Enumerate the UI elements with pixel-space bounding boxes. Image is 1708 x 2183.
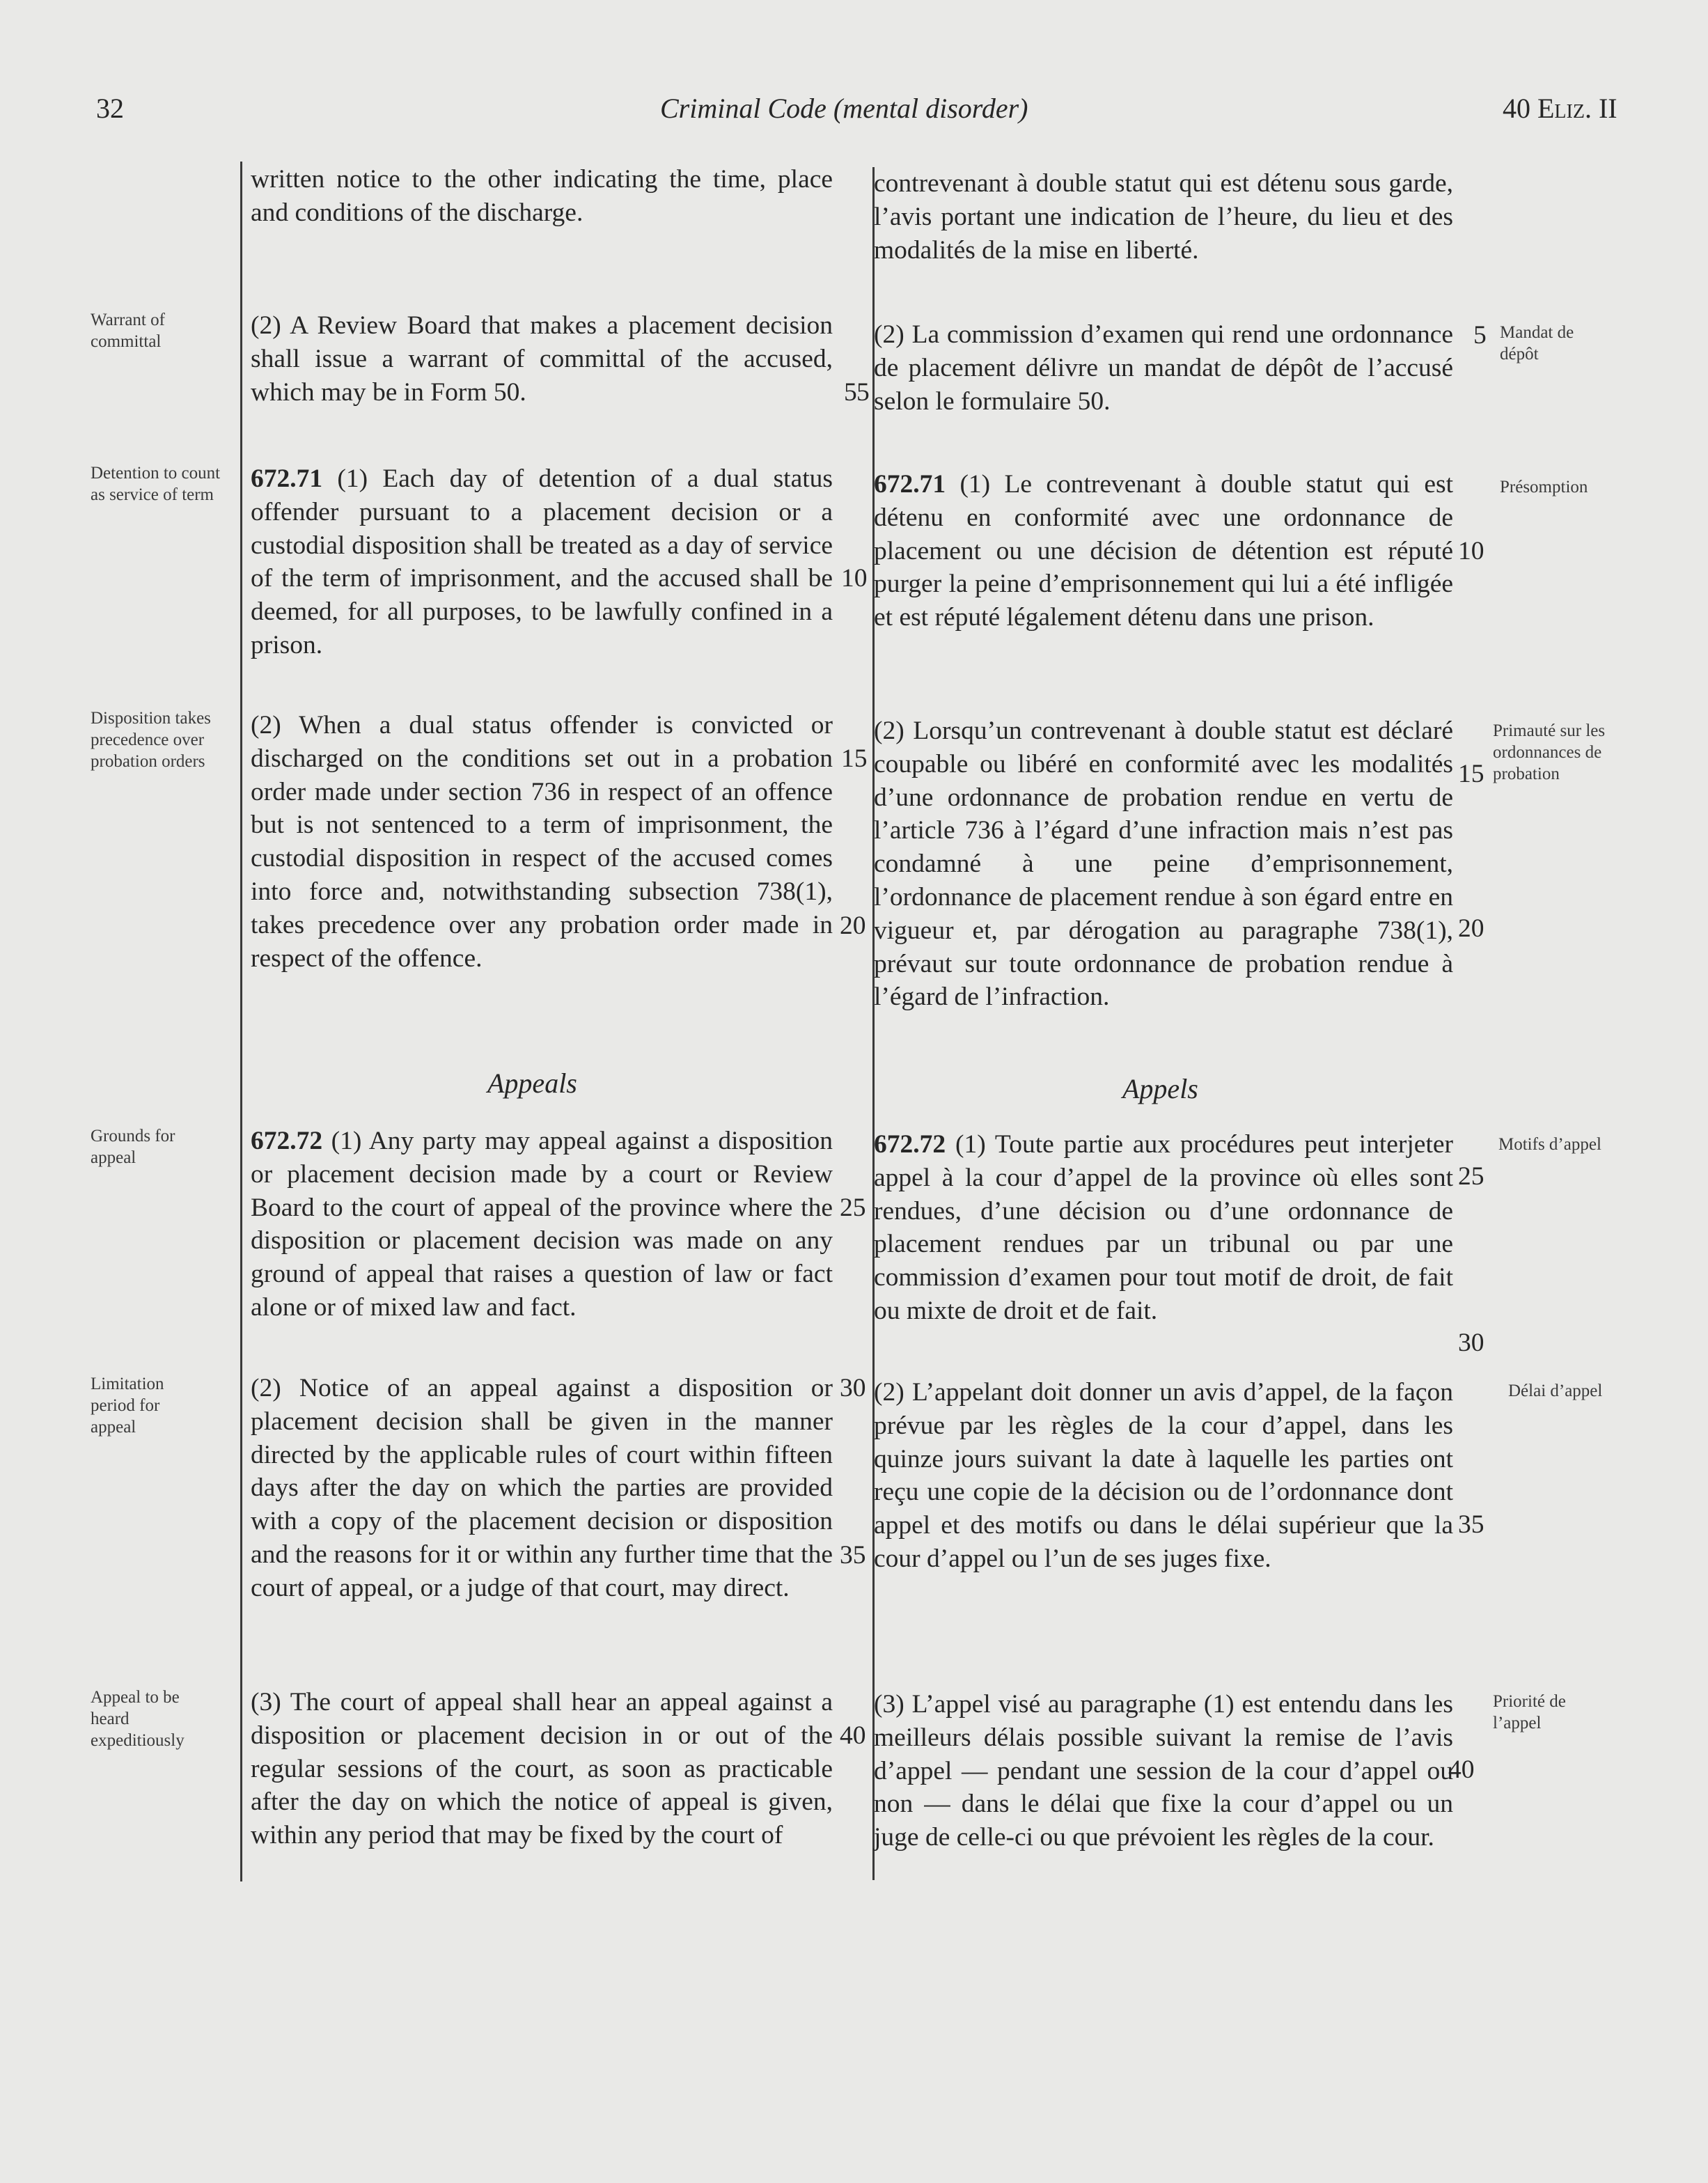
en-line-number: 25 (840, 1194, 866, 1222)
page-number: 32 (96, 93, 124, 124)
fr-section-672-70-2: (2) La commission d’examen qui rend une ordonnance de placement délivre un mandat de dépôt de l’accusé selon le formulaire 50. (874, 320, 1453, 416)
regnal-year: 40 Eliz. II (1503, 93, 1617, 124)
en-section-672-72-1 (251, 1125, 833, 1324)
margin-note-fr-priorite: Priorité de l’appel (1493, 1692, 1566, 1732)
en-section-number-672-72: 672.72 (251, 1127, 323, 1155)
fr-line-number: 15 (1458, 760, 1484, 788)
margin-note-en-limitation: Limitation period for appeal (91, 1375, 164, 1437)
en-continuation-paragraph: written notice to the other indicating the time, place and conditions of the discharge. (251, 165, 833, 227)
fr-line-number: 40 (1448, 1755, 1475, 1784)
fr-section-672-72-1 (874, 1128, 1453, 1328)
en-line-number: 15 (841, 744, 868, 773)
en-section-672-71-2: (2) When a dual status offender is convicted or discharged on the conditions set out in a probation order made under section 736 in respect of an offence but is not sentenced to a term of imprisonment, the custodial disposition in respect of the accused comes into force and, notwithstanding subsection 738(1), takes precedence over any probation order made in respect of the offence. (251, 711, 833, 973)
center-column-rule (872, 167, 875, 1880)
fr-continuation-paragraph: contrevenant à double statut qui est détenu sous garde, l’avis portant une indication de l’heure, du lieu et des modalités de la mise en liberté. (874, 169, 1453, 265)
en-line-number: 40 (840, 1721, 866, 1750)
en-section-number-672-71: 672.71 (251, 464, 323, 493)
fr-section-672-72-1-text: (1) Toute partie aux procédures peut interjeter appel à la cour d’appel de la province où elles sont rendues, d’une décision ou d’une ordonnance de placement rendues par un tribunal ou par une commission d’examen pour tout motif de droit, de fait ou mixte de droit et de fait. (874, 1130, 1454, 1325)
en-line-number: 30 (840, 1374, 866, 1402)
margin-note-en-detention: Detention to count as service of term (91, 464, 221, 504)
fr-section-number-672-72: 672.72 (874, 1130, 946, 1159)
fr-section-number-672-71: 672.71 (874, 470, 946, 499)
en-line-number: 10 (841, 564, 868, 593)
fr-line-number: 30 (1458, 1329, 1484, 1357)
margin-note-fr-mandat: Mandat de dépôt (1500, 323, 1574, 363)
running-title: Criminal Code (mental disorder) (660, 93, 1028, 124)
en-section-672-71-1 (251, 462, 833, 662)
en-section-672-71-1-text: (1) Each day of detention of a dual status offender pursuant to a placement decision or a custodial disposition shall be treated as a day of service of the term of imprisonment, and the accused shall be deemed, for all purposes, to be lawfully confined in a prison. (251, 464, 833, 659)
en-section-672-72-3: (3) The court of appeal shall hear an appeal against a disposition or placement decision in or out of the regular sessions of the court, as soon as practicable after the day on which the notice of appeal is given, within any period that may be fixed by the court of (251, 1688, 833, 1850)
fr-section-672-71-1 (874, 468, 1453, 634)
fr-section-672-71-1-text: (1) Le contrevenant à double statut qui est détenu en conformité avec une ordonnance de placement ou une décision de détention est réputé purger la peine d’emprisonnement qui lui a été infligée et est réputé légalement détenu dans une prison. (874, 470, 1453, 632)
fr-line-number: 5 (1473, 321, 1487, 350)
margin-note-en-grounds: Grounds for appeal (91, 1127, 175, 1167)
margin-note-en-warrant: Warrant of committal (91, 311, 165, 351)
fr-line-number: 10 (1458, 537, 1484, 565)
fr-section-672-72-2: (2) L’appelant doit donner un avis d’appel, de la façon prévue par les règles de la cour d’appel, dans les quinze jours suivant la date à laquelle les parties ont reçu une copie de la décision ou de l’ordonnance dont appel et des motifs ou dans le délai supérieur que la cour d’appel ou l’un de ses juges fixe. (874, 1378, 1453, 1573)
fr-line-number: 5 (856, 378, 870, 407)
fr-line-number: 35 (1458, 1510, 1484, 1539)
margin-note-fr-delai: Délai d’appel (1508, 1382, 1603, 1400)
en-line-number: 20 (840, 911, 866, 940)
fr-heading-appeals: Appels (1122, 1073, 1198, 1104)
fr-line-number: 20 (1458, 914, 1484, 943)
margin-note-en-precedence: Disposition takes precedence over probation orders (91, 709, 211, 771)
fr-section-672-71-2: (2) Lorsqu’un contrevenant à double statut est déclaré coupable ou libéré en conformité avec les modalités d’une ordonnance de probation rendue en vertu de l’article 736 à l’égard d’une infraction mais n’est pas condamné à une peine d’emprisonnement, l’ordonnance de placement rendue à son égard entre en vigueur et, par dérogation au paragraphe 738(1), prévaut sur toute ordonnance de probation rendue à l’égard de l’infraction. (874, 717, 1453, 1012)
en-section-672-72-1-text: (1) Any party may appeal against a disposition or placement decision made by a court or Review Board to the court of appeal of the province where the disposition or placement decision was made on any ground of appeal that raises a question of law or fact alone or of mixed law and fact. (251, 1127, 833, 1322)
margin-note-en-expeditious: Appeal to be heard expeditiously (91, 1688, 185, 1750)
en-section-672-70-2: (2) A Review Board that makes a placement decision shall issue a warrant of committal of the accused, which may be in Form 50. (251, 311, 833, 407)
en-line-number: 35 (840, 1541, 866, 1570)
fr-section-672-72-3: (3) L’appel visé au paragraphe (1) est entendu dans les meilleurs délais possible suivant la remise de l’avis d’appel — pendant une session de la cour d’appel ou non — dans le délai que fixe la cour d’appel ou un juge de celle-ci ou que prévoient les règles de la cour. (874, 1690, 1453, 1852)
fr-line-number: 25 (1458, 1162, 1484, 1191)
en-section-672-72-2: (2) Notice of an appeal against a disposition or placement decision shall be given in the manner directed by the applicable rules of court within fifteen days after the day on which the parties are provided with a copy of the placement decision or disposition and the reasons for it or within any further time that the court of appeal, or a judge of that court, may direct. (251, 1374, 833, 1602)
left-column-rule (240, 162, 242, 1881)
margin-note-fr-presomption: Présomption (1500, 478, 1588, 496)
margin-note-fr-motifs: Motifs d’appel (1498, 1135, 1601, 1154)
en-line-number: 5 (844, 378, 857, 407)
en-heading-appeals: Appeals (487, 1067, 577, 1099)
margin-note-fr-primaute: Primauté sur les ordonnances de probation (1493, 721, 1606, 783)
